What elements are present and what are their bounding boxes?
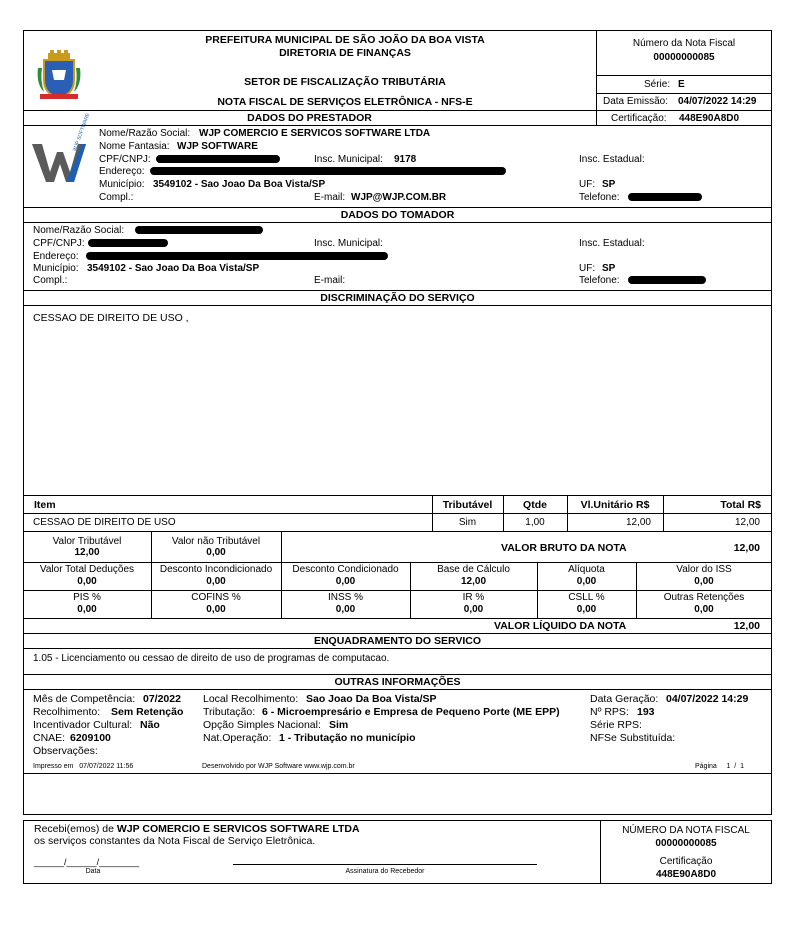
items-header-unitario: Vl.Unitário R$: [580, 499, 650, 511]
tomador-endereco-label: Endereço:: [33, 251, 79, 262]
tomador-insc-mun-label: Insc. Municipal:: [314, 238, 383, 249]
aliquota-label: Alíquota: [568, 564, 605, 575]
prestador-endereco-redacted: [150, 167, 506, 175]
prestador-cpf-redacted: [156, 155, 280, 163]
valor-liquido-value: 12,00: [733, 620, 760, 632]
prestador-razao-value: WJP COMERCIO E SERVICOS SOFTWARE LTDA: [199, 128, 431, 139]
observacoes-label: Observações:: [33, 745, 98, 757]
item-unitario: 12,00: [625, 517, 651, 528]
prestador-municipio-value: 3549102 - Sao Joao Da Boa Vista/SP: [153, 179, 326, 190]
recibo-signature-line[interactable]: [233, 864, 537, 865]
tomador-telefone-redacted: [628, 276, 706, 284]
opcao-simples-label: Opção Simples Nacional:: [203, 719, 321, 731]
items-header-total: Total R$: [720, 499, 761, 511]
recibo-certificacao-value: 448E90A8D0: [655, 869, 717, 880]
tomador-uf-label: UF:: [579, 263, 596, 274]
prestador-section-title: DADOS DO PRESTADOR: [247, 112, 372, 124]
prestador-cpf-label: CPF/CNPJ:: [99, 154, 151, 165]
pagina: Página 1 / 1: [695, 763, 745, 770]
data-geracao-value: 04/07/2022 14:29: [666, 693, 749, 705]
setor-title: SETOR DE FISCALIZAÇÃO TRIBUTÁRIA: [244, 76, 446, 88]
prestador-fantasia-value: WJP SOFTWARE: [177, 141, 258, 152]
numero-nota-value: 00000000085: [653, 52, 715, 63]
valor-tributavel-value: 12,00: [74, 547, 100, 558]
discriminacao-text: CESSAO DE DIREITO DE USO ,: [33, 312, 189, 324]
discriminacao-section-title: DISCRIMINAÇÃO DO SERVIÇO: [320, 292, 475, 304]
local-recolhimento-value: Sao Joao Da Boa Vista/SP: [306, 693, 437, 705]
desconto-incondicionado-value: 0,00: [206, 576, 226, 587]
pis-label: PIS %: [73, 592, 101, 603]
ir-label: IR %: [462, 592, 485, 603]
valor-bruto-label: VALOR BRUTO DA NOTA: [501, 542, 627, 554]
base-calculo-value: 12,00: [460, 576, 487, 587]
data-geracao-label: Data Geração:: [590, 693, 659, 705]
base-calculo-label: Base de Cálculo: [437, 564, 510, 575]
outras-retencoes-value: 0,00: [694, 604, 714, 615]
tomador-endereco-redacted: [86, 252, 388, 260]
csll-label: CSLL %: [568, 592, 605, 603]
prestador-telefone-label: Telefone:: [579, 192, 620, 203]
item-qtde: 1,00: [525, 517, 545, 528]
inss-label: INSS %: [327, 592, 363, 603]
tomador-municipio-value: 3549102 - Sao Joao Da Boa Vista/SP: [87, 263, 260, 274]
desconto-condicionado-value: 0,00: [335, 576, 356, 587]
item-total: 12,00: [734, 517, 760, 528]
enquadramento-section-title: ENQUADRAMENTO DO SERVICO: [313, 635, 482, 647]
recibo-date-field[interactable]: ______/______/________: [34, 857, 140, 867]
certificacao-value: 448E90A8D0: [679, 113, 740, 124]
wjp-logo-text: WJP SOFTWARE: [72, 112, 92, 153]
desconto-incondicionado-label: Desconto Incondicionado: [159, 564, 273, 575]
incentivador-value: Não: [140, 719, 160, 731]
recibo-certificacao-label: Certificação: [659, 856, 713, 867]
prestador-email-value: WJP@WJP.COM.BR: [351, 192, 447, 203]
items-header-tributavel: Tributável: [442, 499, 493, 511]
prestador-municipio-label: Município:: [99, 179, 145, 190]
prestador-email-label: E-mail:: [314, 192, 346, 203]
rps-label: Nº RPS:: [590, 706, 629, 718]
diretoria-title: DIRETORIA DE FINANÇAS: [279, 47, 411, 59]
csll-value: 0,00: [576, 604, 597, 615]
valor-nao-tributavel-value: 0,00: [206, 547, 226, 558]
serie-value: E: [678, 79, 685, 90]
desconto-condicionado-label: Desconto Condicionado: [292, 564, 399, 575]
incentivador-label: Incentivador Cultural:: [33, 719, 133, 731]
recibo-company: WJP COMERCIO E SERVICOS SOFTWARE LTDA: [116, 823, 360, 835]
desenvolvido-por: Desenvolvido por WJP Software www.wjp.com.br: [202, 763, 355, 770]
prestador-telefone-redacted: [628, 193, 702, 201]
inss-value: 0,00: [335, 604, 356, 615]
recibo-prefix: Recebi(emos) de: [34, 823, 114, 835]
aliquota-value: 0,00: [576, 576, 597, 587]
items-header-item: Item: [34, 499, 56, 511]
valor-liquido-label: VALOR LÍQUIDO DA NOTA: [494, 620, 627, 632]
item-description: CESSAO DE DIREITO DE USO: [33, 517, 176, 528]
tomador-uf-value: SP: [602, 263, 616, 274]
nota-title: NOTA FISCAL DE SERVIÇOS ELETRÔNICA - NFS-E: [217, 96, 473, 108]
ir-value: 0,00: [463, 604, 484, 615]
prefeitura-title: PREFEITURA MUNICIPAL DE SÃO JOÃO DA BOA VISTA: [205, 34, 485, 46]
nat-operacao-value: 1 - Tributação no município: [279, 732, 416, 744]
outras-section-title: OUTRAS INFORMAÇÕES: [334, 676, 461, 688]
recibo-numero-label: NÚMERO DA NOTA FISCAL: [622, 825, 750, 836]
tomador-telefone-label: Telefone:: [579, 275, 620, 286]
serie-rps-label: Série RPS:: [590, 719, 642, 731]
recibo-data-label: Data: [85, 868, 101, 875]
tomador-municipio-label: Município:: [33, 263, 79, 274]
nat-operacao-label: Nat.Operação:: [203, 732, 272, 744]
data-emissao-value: 04/07/2022 14:29: [678, 96, 757, 107]
tributacao-value: 6 - Microempresário e Empresa de Pequeno Porte (ME EPP): [262, 706, 560, 718]
cnae-label: CNAE:: [33, 732, 66, 744]
deducoes-value: 0,00: [77, 576, 97, 587]
recibo-assinatura-label: Assinatura do Recebedor: [345, 868, 425, 875]
prestador-insc-est-label: Insc. Estadual:: [579, 154, 645, 165]
data-emissao-label: Data Emissão:: [603, 96, 669, 107]
impresso-em: Impresso em 07/07/2022 11:56: [33, 763, 134, 770]
tomador-razao-label: Nome/Razão Social:: [33, 225, 125, 236]
wjp-logo-icon: [30, 142, 88, 184]
pis-value: 0,00: [77, 604, 97, 615]
certificacao-label: Certificação:: [611, 113, 667, 124]
opcao-simples-value: Sim: [329, 719, 349, 731]
tomador-cpf-label: CPF/CNPJ:: [33, 238, 85, 249]
cnae-value: 6209100: [70, 732, 111, 744]
valor-nao-tributavel-label: Valor não Tributável: [171, 536, 261, 547]
prestador-uf-label: UF:: [579, 179, 596, 190]
cofins-label: COFINS %: [191, 592, 241, 603]
recolhimento-label: Recolhimento:: [33, 706, 101, 718]
recolhimento-value: Sem Retenção: [111, 706, 184, 718]
prestador-insc-mun-label: Insc. Municipal:: [314, 154, 383, 165]
tomador-insc-est-label: Insc. Estadual:: [579, 238, 645, 249]
item-tributavel: Sim: [458, 517, 477, 528]
mes-competencia-label: Mês de Competência:: [33, 693, 136, 705]
valor-tributavel-label: Valor Tributável: [52, 536, 122, 547]
valor-iss-value: 0,00: [694, 576, 714, 587]
prestador-uf-value: SP: [602, 179, 616, 190]
mes-competencia-value: 07/2022: [143, 693, 181, 705]
recibo-line1: [34, 823, 360, 835]
valor-bruto-value: 12,00: [733, 542, 760, 554]
prestador-insc-mun-value: 9178: [394, 154, 417, 165]
serie-label: Série:: [644, 79, 671, 90]
tomador-cpf-redacted: [88, 239, 168, 247]
deducoes-label: Valor Total Deduções: [39, 564, 135, 575]
outras-retencoes-label: Outras Retenções: [663, 592, 745, 603]
local-recolhimento-label: Local Recolhimento:: [203, 693, 299, 705]
numero-nota-label: Número da Nota Fiscal: [632, 38, 736, 49]
recibo-line2: os serviços constantes da Nota Fiscal de Serviço Eletrônica.: [34, 835, 316, 847]
tomador-section-title: DADOS DO TOMADOR: [340, 209, 455, 221]
prestador-endereco-label: Endereço:: [99, 166, 145, 177]
tomador-compl-label: Compl.:: [33, 275, 68, 286]
recibo-numero-value: 00000000085: [655, 838, 717, 849]
tomador-razao-redacted: [135, 226, 263, 234]
valor-iss-label: Valor do ISS: [676, 564, 732, 575]
tomador-email-label: E-mail:: [314, 275, 346, 286]
nfse-substituida-label: NFSe Substituída:: [590, 732, 676, 744]
prestador-compl-label: Compl.:: [99, 192, 134, 203]
cofins-value: 0,00: [206, 604, 226, 615]
rps-value: 193: [637, 706, 655, 718]
prestador-fantasia-label: Nome Fantasia:: [99, 141, 170, 152]
tributacao-label: Tributação:: [203, 706, 256, 718]
coat-of-arms-icon: [34, 50, 84, 102]
enquadramento-text: 1.05 - Licenciamento ou cessao de direito de uso de programas de computacao.: [33, 653, 390, 664]
items-header-qtde: Qtde: [523, 499, 547, 511]
prestador-razao-label: Nome/Razão Social:: [99, 128, 191, 139]
